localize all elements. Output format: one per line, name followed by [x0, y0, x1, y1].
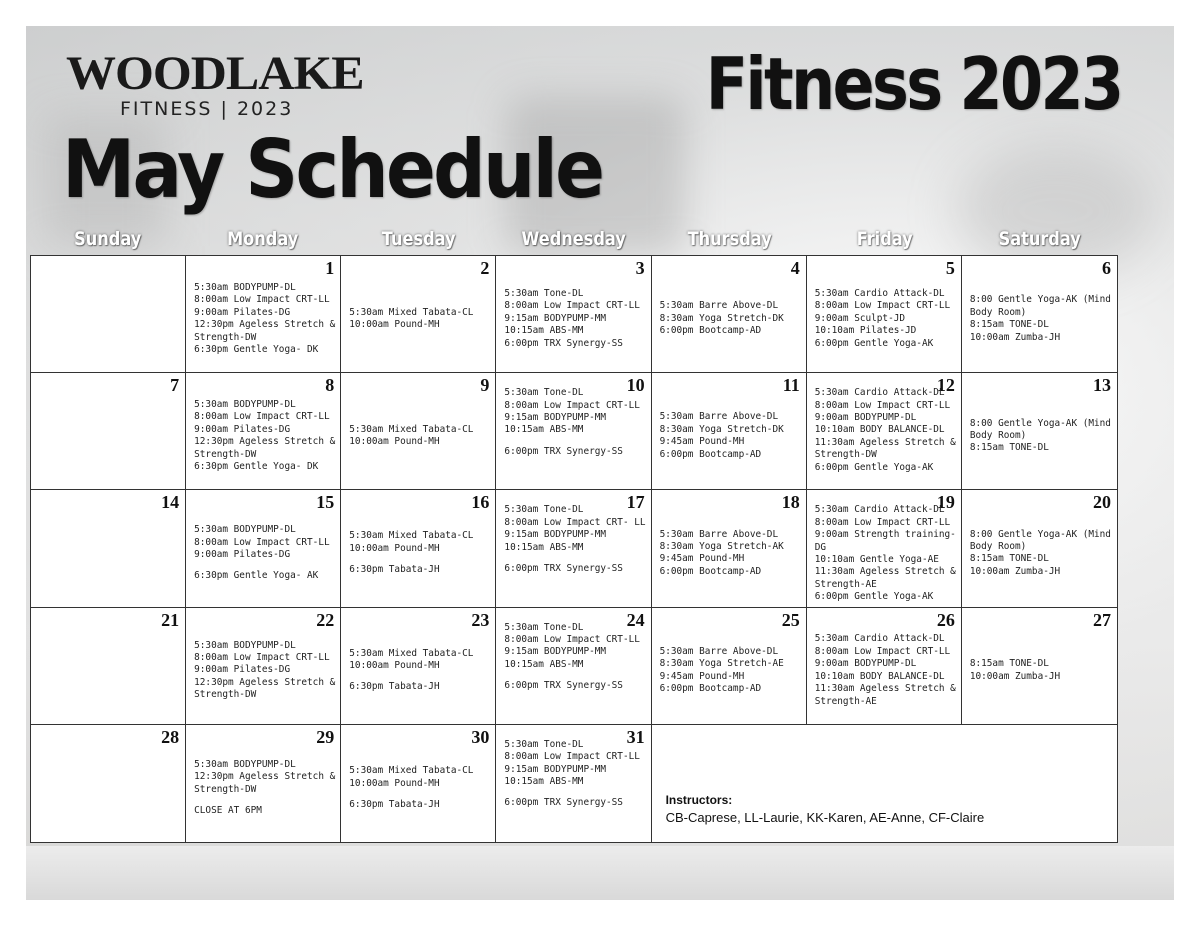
calendar-day-cell [186, 373, 341, 490]
class-entry: 6:00pm Bootcamp-AD [659, 325, 762, 337]
class-entry: 5:30am Cardio Attack-DL [814, 288, 945, 300]
class-entry: 5:30am Tone-DL [504, 738, 584, 750]
class-entry: 10:00am Zumba-JH [969, 670, 1061, 682]
calendar-day-cell [31, 256, 186, 373]
class-entry: 8:00am Low Impact CRT-LL [504, 300, 640, 312]
class-entry: 8:30am Yoga Stretch-DK [659, 312, 784, 324]
day-number: 7 [170, 375, 180, 396]
calendar-day-cell [341, 608, 496, 725]
class-entry: 8:00am Low Impact CRT-LL [194, 652, 330, 664]
calendar-day-cell [807, 608, 962, 725]
class-entry: 6:00pm TRX Synergy-SS [504, 563, 623, 575]
class-entry: 6:30pm Gentle Yoga- DK [194, 461, 319, 473]
list-spacer [349, 555, 491, 564]
class-entry: CLOSE AT 6PM [194, 805, 262, 817]
class-entry: 9:15am BODYPUMP-MM [504, 763, 607, 775]
weekday-header-row [30, 228, 1118, 254]
class-entry: 6:00pm Gentle Yoga-AK [814, 461, 934, 473]
day-number: 27 [1092, 609, 1111, 630]
calendar-day-cell [962, 608, 1117, 725]
calendar-day-cell [496, 608, 651, 725]
class-entry: 10:15am ABS-MM [504, 424, 584, 436]
day-number: 26 [936, 609, 955, 630]
class-entry: 10:00am Pound-MH [349, 542, 440, 554]
day-number: 18 [781, 492, 800, 513]
class-entry: 8:00 Gentle Yoga-AK (Mind Body Room) [969, 528, 1111, 553]
instructors-label: Instructors: [665, 792, 733, 807]
calendar-day-cell [186, 725, 341, 842]
page-title: May Schedule [62, 123, 603, 216]
class-list [660, 268, 802, 370]
class-list [349, 385, 491, 487]
class-entry: 6:30pm Tabata-JH [349, 681, 440, 693]
class-entry: 5:30am Mixed Tabata-CL [349, 530, 474, 542]
class-list [39, 620, 181, 722]
class-entry: 6:00pm TRX Synergy-SS [504, 337, 623, 349]
class-entry: 5:30am Cardio Attack-DL [814, 633, 945, 645]
class-list [194, 268, 336, 370]
day-number: 17 [626, 492, 645, 513]
class-entry: 5:30am Tone-DL [504, 504, 584, 516]
class-list [349, 737, 491, 840]
class-entry: 5:30am BODYPUMP-DL [194, 759, 296, 771]
day-number: 4 [790, 258, 800, 278]
class-entry: 6:00pm Gentle Yoga-AK [814, 591, 934, 603]
weekday-header: Saturday [998, 228, 1082, 250]
class-entry: 11:30am Ageless Stretch & Strength-AE [814, 566, 956, 590]
class-list [660, 385, 802, 487]
calendar-day-cell [341, 725, 496, 842]
weekday-header: Friday [856, 228, 913, 250]
class-list [660, 502, 802, 604]
class-entry: 9:15am BODYPUMP-MM [504, 412, 607, 423]
calendar-day-cell [962, 256, 1117, 373]
calendar-day-cell [652, 490, 807, 607]
calendar-day-cell [496, 490, 651, 607]
class-entry: 8:00am Low Impact CRT-LL [814, 516, 951, 528]
day-number: 16 [471, 492, 490, 513]
class-entry: 5:30am BODYPUMP-DL [194, 639, 296, 651]
class-entry: 10:10am BODY BALANCE-DL [814, 424, 945, 436]
class-entry: 9:45am Pound-MH [659, 436, 745, 448]
class-entry: 8:00am Low Impact CRT-LL [504, 751, 640, 763]
class-entry: 8:30am Yoga Stretch-AK [659, 541, 784, 553]
class-entry: 10:15am ABS-MM [504, 541, 584, 553]
class-list [970, 620, 1113, 722]
day-number: 14 [161, 492, 180, 513]
class-entry: 12:30pm Ageless Stretch & Strength-DW [194, 319, 336, 343]
class-entry: 10:00am Pound-MH [349, 659, 440, 671]
class-entry: 9:00am Pilates-DG [194, 664, 291, 676]
class-list [970, 268, 1113, 370]
logo-wordmark: WOODLAKE [66, 46, 364, 100]
class-entry: 8:00am Low Impact CRT-LL [194, 536, 330, 548]
calendar-day-cell [341, 256, 496, 373]
class-list [815, 620, 957, 722]
calendar-day-cell [652, 373, 807, 490]
class-entry: 6:30pm Gentle Yoga- DK [194, 343, 319, 355]
class-entry: 6:00pm Bootcamp-AD [659, 683, 762, 695]
calendar-day-cell [496, 256, 651, 373]
class-entry: 12:30pm Ageless Stretch & Strength-DW [194, 771, 336, 795]
day-number: 5 [945, 258, 955, 278]
day-number: 12 [936, 375, 955, 396]
class-entry: 8:15am TONE-DL [969, 553, 1049, 565]
class-entry: 12:30pm Ageless Stretch & Strength-DW [194, 676, 336, 701]
calendar-day-cell [807, 373, 962, 490]
class-entry: 9:00am Strength training-DG [814, 529, 956, 553]
class-list [970, 385, 1113, 487]
class-entry: 8:15am TONE-DL [969, 319, 1049, 331]
calendar-day-cell [496, 373, 651, 490]
instructors-list: CB-Caprese, LL-Laurie, KK-Karen, AE-Anne, CF-Claire [665, 809, 985, 825]
class-list [39, 385, 181, 487]
class-entry: 8:00am Low Impact CRT-LL [814, 300, 951, 312]
day-number: 13 [1092, 375, 1111, 396]
class-entry: 6:30pm Tabata-JH [349, 799, 440, 811]
calendar-day-cell [31, 725, 186, 842]
class-entry: 8:30am Yoga Stretch-AE [659, 658, 784, 670]
class-entry: 10:00am Pound-MH [349, 319, 440, 331]
class-entry: 8:00 Gentle Yoga-AK (Mind Body Room) [969, 417, 1111, 442]
class-entry: 9:00am Pilates-DG [194, 423, 291, 435]
class-entry: 6:00pm Bootcamp-AD [659, 448, 762, 460]
class-entry: 6:00pm TRX Synergy-SS [504, 797, 623, 809]
list-spacer [194, 561, 336, 570]
calendar-day-cell [807, 490, 962, 607]
class-entry: 10:10am Pilates-JD [814, 325, 917, 337]
class-entry: 5:30am Tone-DL [504, 288, 584, 300]
class-list [504, 739, 646, 840]
class-list [194, 737, 336, 840]
class-entry: 10:10am BODY BALANCE-DL [814, 670, 945, 682]
class-entry: 9:15am BODYPUMP-MM [504, 646, 607, 658]
class-entry: 9:00am BODYPUMP-DL [814, 658, 917, 670]
class-list [504, 387, 646, 487]
calendar-day-cell [186, 490, 341, 607]
class-entry: 8:00am Low Impact CRT-LL [814, 399, 951, 411]
class-list [349, 268, 491, 370]
calendar-day-cell [496, 725, 651, 842]
day-number: 22 [316, 609, 335, 630]
list-spacer [504, 554, 646, 563]
day-number: 21 [161, 609, 180, 630]
class-entry: 10:00am Zumba-JH [969, 565, 1061, 577]
calendar-day-cell [31, 490, 186, 607]
day-number: 30 [471, 726, 490, 747]
calendar-day-cell [652, 608, 807, 725]
weekday-header: Thursday [687, 228, 772, 250]
class-entry: 9:00am Sculpt-JD [814, 312, 906, 324]
calendar-day-cell [341, 373, 496, 490]
class-list [815, 268, 957, 370]
list-spacer [349, 790, 491, 799]
class-list [660, 620, 802, 722]
day-number: 20 [1092, 492, 1111, 513]
class-entry: 6:00pm Bootcamp-AD [659, 565, 762, 577]
fitness-year-title: Fitness 2023 [706, 42, 1122, 126]
class-list [815, 504, 957, 604]
instructors-panel [652, 725, 1117, 842]
day-number: 28 [161, 726, 180, 747]
class-entry: 5:30am Mixed Tabata-CL [349, 423, 474, 435]
class-list [504, 504, 646, 604]
class-entry: 10:15am ABS-MM [504, 776, 584, 788]
day-number: 3 [635, 258, 645, 278]
class-list [39, 502, 181, 604]
class-entry: 8:00 Gentle Yoga-AK (Mind Body Room) [969, 294, 1111, 318]
class-entry: 5:30am Barre Above-DL [659, 300, 779, 312]
calendar-day-cell [31, 373, 186, 490]
day-number: 25 [781, 609, 800, 630]
calendar-day-cell [186, 256, 341, 373]
class-entry: 8:00am Low Impact CRT- LL [504, 516, 646, 528]
day-number: 2 [480, 258, 490, 278]
list-spacer [504, 671, 646, 680]
list-spacer [349, 672, 491, 681]
background-floor [26, 846, 1174, 900]
class-entry: 10:00am Zumba-JH [969, 331, 1061, 343]
calendar-day-cell [31, 608, 186, 725]
class-list [504, 268, 646, 370]
class-entry: 8:00am Low Impact CRT-LL [194, 411, 330, 423]
class-entry: 10:00am Pound-MH [349, 777, 440, 789]
class-entry: 5:30am Barre Above-DL [659, 411, 779, 423]
calendar-day-cell [962, 373, 1117, 490]
class-entry: 5:30am Tone-DL [504, 621, 584, 633]
calendar-grid [30, 255, 1118, 843]
day-number: 9 [480, 375, 490, 396]
class-entry: 5:30am Barre Above-DL [659, 645, 779, 657]
calendar-day-cell [652, 256, 807, 373]
day-number: 8 [325, 375, 335, 396]
class-list [194, 385, 336, 487]
class-list [39, 268, 181, 370]
weekday-header: Wednesday [521, 228, 627, 250]
class-entry: 10:00am Pound-MH [349, 436, 440, 448]
class-entry: 12:30pm Ageless Stretch & Strength-DW [194, 436, 336, 460]
class-entry: 5:30am BODYPUMP-DL [194, 399, 296, 411]
class-entry: 6:00pm TRX Synergy-SS [504, 680, 623, 692]
class-list [815, 387, 957, 487]
class-entry: 5:30am Cardio Attack-DL [814, 387, 945, 399]
class-list [194, 620, 336, 722]
class-entry: 9:00am Pilates-DG [194, 306, 291, 318]
class-entry: 11:30am Ageless Stretch & Strength-DW [814, 436, 956, 461]
day-number: 6 [1101, 258, 1111, 278]
class-entry: 9:00am BODYPUMP-DL [814, 412, 917, 423]
day-number: 24 [626, 609, 645, 630]
class-entry: 6:00pm Gentle Yoga-AK [814, 337, 934, 349]
class-entry: 5:30am Barre Above-DL [659, 528, 779, 540]
day-number: 1 [325, 258, 335, 278]
class-entry: 10:10am Gentle Yoga-AE [814, 554, 939, 566]
class-list [970, 502, 1113, 604]
day-number: 23 [471, 609, 490, 630]
day-number: 19 [936, 492, 955, 513]
class-entry: 8:00am Low Impact CRT-LL [504, 399, 640, 411]
class-entry: 8:30am Yoga Stretch-DK [659, 423, 784, 435]
calendar-day-cell [807, 256, 962, 373]
class-entry: 8:15am TONE-DL [969, 442, 1049, 454]
class-entry: 5:30am Mixed Tabata-CL [349, 306, 474, 318]
class-list [349, 620, 491, 722]
class-entry: 9:15am BODYPUMP-MM [504, 529, 607, 541]
list-spacer [504, 437, 646, 446]
list-spacer [504, 788, 646, 797]
class-entry: 10:15am ABS-MM [504, 658, 584, 670]
day-number: 15 [316, 492, 335, 513]
class-list [39, 737, 181, 840]
calendar-day-cell [341, 490, 496, 607]
class-entry: 9:45am Pound-MH [659, 553, 745, 565]
class-entry: 11:30am Ageless Stretch & Strength-AE [814, 683, 956, 707]
class-list [349, 502, 491, 604]
class-entry: 5:30am BODYPUMP-DL [194, 524, 296, 536]
class-list [194, 502, 336, 604]
class-entry: 5:30am BODYPUMP-DL [194, 281, 296, 293]
weekday-header: Tuesday [381, 228, 456, 250]
calendar-day-cell [962, 490, 1117, 607]
calendar-day-cell [186, 608, 341, 725]
weekday-header: Sunday [74, 228, 142, 250]
class-list [504, 622, 646, 722]
day-number: 11 [782, 375, 800, 396]
day-number: 29 [316, 726, 335, 747]
class-entry: 5:30am Mixed Tabata-CL [349, 765, 474, 777]
class-entry: 10:15am ABS-MM [504, 325, 584, 337]
class-entry: 9:15am BODYPUMP-MM [504, 312, 607, 324]
day-number: 10 [626, 375, 645, 396]
class-entry: 8:00am Low Impact CRT-LL [814, 645, 951, 657]
class-entry: 9:45am Pound-MH [659, 670, 745, 682]
class-entry: 5:30am Tone-DL [504, 387, 584, 399]
class-entry: 5:30am Cardio Attack-DL [814, 504, 945, 516]
class-entry: 8:00am Low Impact CRT-LL [504, 634, 640, 645]
day-number: 31 [626, 726, 645, 747]
class-entry: 6:00pm TRX Synergy-SS [504, 445, 623, 457]
class-entry: 6:30pm Gentle Yoga- AK [194, 570, 319, 582]
class-entry: 9:00am Pilates-DG [194, 548, 291, 560]
class-entry: 6:30pm Tabata-JH [349, 564, 440, 576]
class-entry: 8:00am Low Impact CRT-LL [194, 294, 330, 306]
class-entry: 8:15am TONE-DL [969, 658, 1049, 670]
class-entry: 5:30am Mixed Tabata-CL [349, 647, 474, 659]
weekday-header: Monday [227, 228, 299, 250]
logo-subtitle: FITNESS | 2023 [120, 98, 294, 120]
list-spacer [194, 796, 336, 805]
